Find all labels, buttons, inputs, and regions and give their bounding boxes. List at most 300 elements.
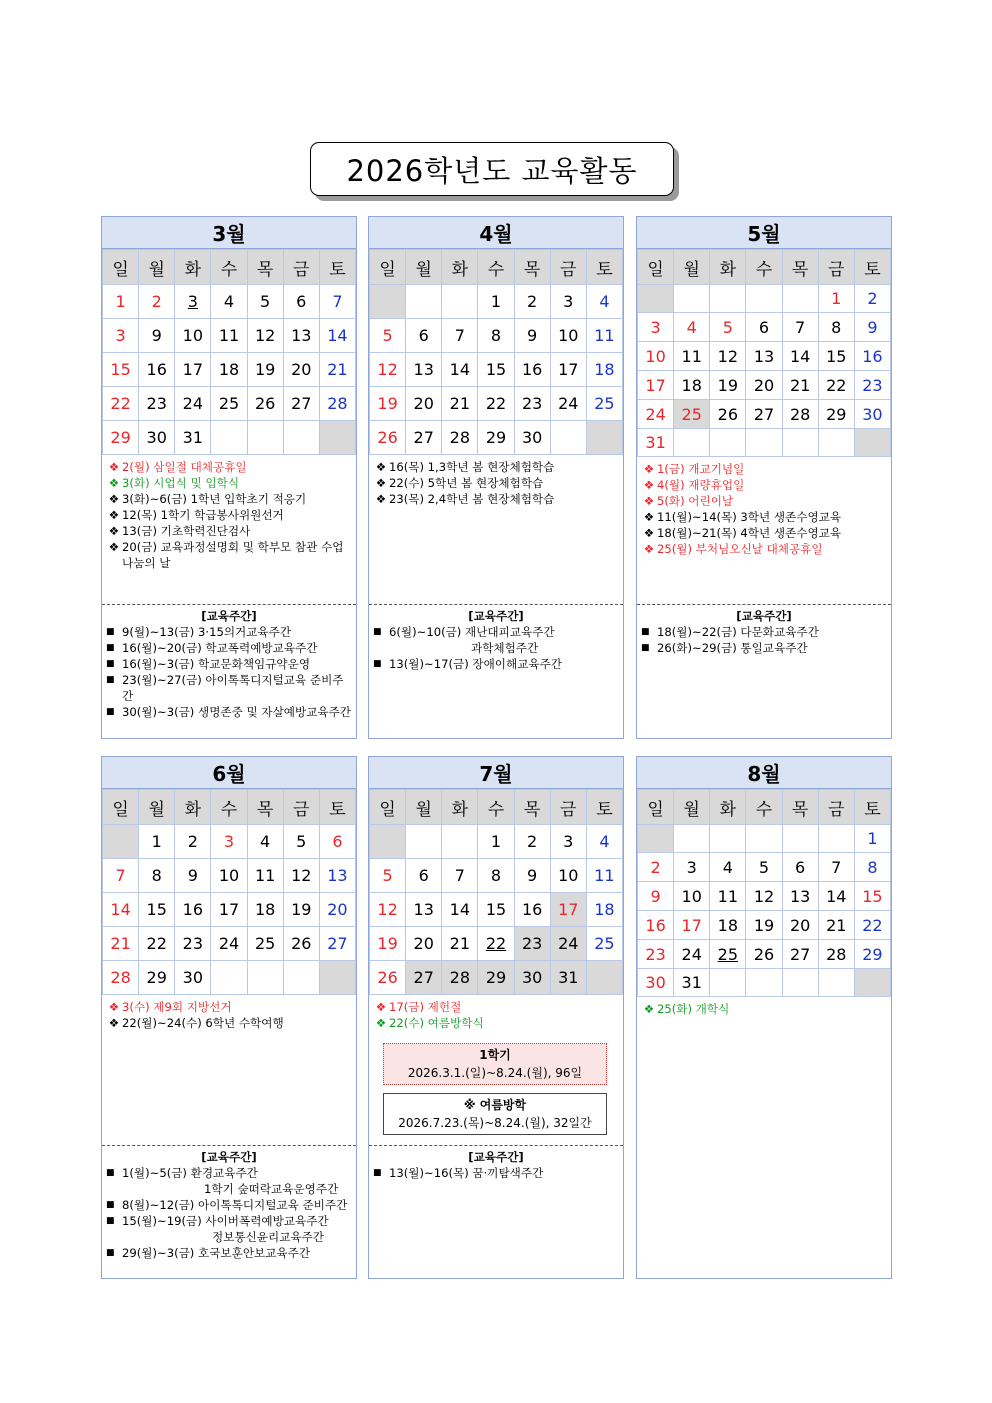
day-cell: 23	[514, 387, 550, 421]
day-cell: 11	[247, 859, 283, 893]
day-cell	[746, 429, 782, 457]
day-cell: 24	[175, 387, 211, 421]
day-cell: 5	[746, 853, 782, 882]
day-cell	[710, 825, 746, 853]
day-cell: 21	[782, 371, 818, 400]
week-bullet: ■	[106, 643, 115, 653]
day-cell: 4	[710, 853, 746, 882]
day-cell: 6	[406, 859, 442, 893]
day-cell: 31	[175, 421, 211, 455]
event-bullet: ❖	[375, 492, 387, 506]
day-cell: 8	[818, 313, 854, 342]
weekday-tue: 화	[710, 250, 746, 285]
day-cell: 29	[103, 421, 139, 455]
event-bullet: ❖	[643, 494, 655, 508]
day-cell	[319, 961, 355, 995]
day-cell: 16	[638, 911, 674, 940]
day-cell: 6	[406, 319, 442, 353]
event-item	[641, 493, 887, 509]
day-cell: 6	[319, 825, 355, 859]
day-cell: 22	[478, 927, 514, 961]
day-cell: 20	[746, 371, 782, 400]
day-cell: 21	[442, 927, 478, 961]
day-cell: 3	[550, 825, 586, 859]
week-bullet	[106, 1181, 122, 1197]
day-cell: 10	[211, 859, 247, 893]
day-cell: 13	[283, 319, 319, 353]
event-list	[369, 455, 623, 507]
week-item	[373, 656, 619, 672]
weekday-wed: 수	[478, 250, 514, 285]
day-cell: 9	[175, 859, 211, 893]
event-text: 18(월)~21(목) 4학년 생존수영교육	[657, 526, 842, 540]
event-item	[373, 475, 619, 491]
day-cell: 16	[514, 353, 550, 387]
event-bullet: ❖	[108, 508, 120, 522]
event-bullet: ❖	[643, 478, 655, 492]
day-cell: 21	[818, 911, 854, 940]
calendar-grid	[637, 249, 891, 457]
day-cell: 1	[103, 285, 139, 319]
day-cell: 10	[175, 319, 211, 353]
weekday-thu: 목	[247, 790, 283, 825]
weekday-row	[370, 790, 623, 825]
day-cell: 15	[854, 882, 890, 911]
event-bullet: ❖	[643, 526, 655, 540]
week-row	[370, 319, 623, 353]
week-row	[370, 859, 623, 893]
event-item	[106, 475, 352, 491]
day-cell: 28	[442, 961, 478, 995]
day-cell: 6	[283, 285, 319, 319]
event-bullet: ❖	[108, 492, 120, 506]
day-cell: 25	[674, 400, 710, 429]
week-bullet: ■	[106, 1248, 115, 1258]
weekday-sat: 토	[854, 790, 890, 825]
day-cell: 19	[746, 911, 782, 940]
week-bullet: ■	[373, 627, 382, 637]
week-text: 16(월)~3(금) 학교문화책임규약운영	[122, 657, 311, 671]
day-cell	[818, 825, 854, 853]
week-row	[638, 882, 891, 911]
event-text: 2(월) 삼일절 대체공휴일	[122, 460, 247, 474]
event-text: 17(금) 제헌절	[389, 1000, 462, 1014]
day-cell: 18	[586, 353, 622, 387]
day-cell: 10	[674, 882, 710, 911]
day-cell	[854, 969, 890, 997]
weekday-fri: 금	[283, 250, 319, 285]
day-cell: 14	[782, 342, 818, 371]
event-item	[641, 477, 887, 493]
week-bullet: ■	[106, 1168, 115, 1178]
week-bullet: ■	[106, 627, 115, 637]
event-list	[369, 995, 623, 1150]
week-row	[370, 825, 623, 859]
day-cell	[370, 825, 406, 859]
day-cell: 9	[514, 859, 550, 893]
day-cell	[283, 421, 319, 455]
weekday-sat: 토	[586, 790, 622, 825]
week-bullet	[373, 640, 389, 656]
week-row	[370, 927, 623, 961]
week-row	[103, 893, 356, 927]
weekday-tue: 화	[442, 790, 478, 825]
day-cell: 11	[710, 882, 746, 911]
day-cell: 22	[139, 927, 175, 961]
day-cell: 1	[854, 825, 890, 853]
week-row	[103, 961, 356, 995]
week-row	[638, 400, 891, 429]
event-bullet: ❖	[643, 510, 655, 524]
day-cell: 24	[211, 927, 247, 961]
day-cell: 14	[442, 353, 478, 387]
weekday-wed: 수	[746, 250, 782, 285]
event-bullet: ❖	[108, 1000, 120, 1014]
day-cell: 7	[319, 285, 355, 319]
event-text: 25(화) 개학식	[657, 1002, 730, 1016]
weekday-sun: 일	[638, 250, 674, 285]
calendar-grid	[637, 789, 891, 997]
day-cell	[586, 421, 622, 455]
weekday-mon: 월	[674, 250, 710, 285]
day-cell	[746, 285, 782, 313]
month-title: 6월	[102, 757, 356, 789]
day-cell: 19	[370, 387, 406, 421]
week-bullet: ■	[106, 659, 115, 669]
day-cell: 3	[550, 285, 586, 319]
week-item	[641, 640, 887, 656]
month-title: 3월	[102, 217, 356, 249]
weekday-tue: 화	[175, 250, 211, 285]
day-cell	[818, 969, 854, 997]
summer-vacation-box	[383, 1093, 607, 1135]
day-cell: 8	[139, 859, 175, 893]
month-june	[101, 756, 357, 1279]
day-cell: 29	[139, 961, 175, 995]
day-cell: 26	[370, 961, 406, 995]
day-cell	[103, 825, 139, 859]
event-text: 25(월) 부처님오신날 대체공휴일	[657, 542, 823, 556]
week-row	[370, 387, 623, 421]
day-cell	[674, 285, 710, 313]
weeks-heading: [교육주간]	[468, 609, 524, 623]
semester-1-period: 2026.3.1.(일)~8.24.(월), 96일	[407, 1066, 583, 1080]
day-cell: 17	[550, 893, 586, 927]
day-cell: 14	[319, 319, 355, 353]
day-cell: 25	[211, 387, 247, 421]
education-weeks	[102, 1145, 356, 1278]
day-cell: 27	[746, 400, 782, 429]
day-cell: 1	[478, 825, 514, 859]
semester-1-box	[383, 1043, 607, 1085]
event-bullet: ❖	[108, 1016, 120, 1030]
weekday-sun: 일	[370, 790, 406, 825]
event-item	[106, 539, 352, 571]
day-cell: 21	[442, 387, 478, 421]
week-row	[638, 969, 891, 997]
weekday-thu: 목	[782, 250, 818, 285]
week-row	[103, 353, 356, 387]
event-item	[641, 509, 887, 525]
week-row	[638, 940, 891, 969]
week-text: 6(월)~10(금) 재난대피교육주간	[389, 625, 555, 639]
week-item	[373, 1165, 619, 1181]
day-cell: 26	[247, 387, 283, 421]
event-text: 16(목) 1,3학년 봄 현장체험학습	[389, 460, 555, 474]
weeks-heading: [교육주간]	[736, 609, 792, 623]
month-title: 5월	[637, 217, 891, 249]
day-cell	[283, 961, 319, 995]
weekday-sat: 토	[854, 250, 890, 285]
day-cell: 23	[175, 927, 211, 961]
event-bullet: ❖	[375, 476, 387, 490]
page-title: 2026학년도 교육활동	[310, 142, 674, 196]
event-item	[641, 525, 887, 541]
weeks-heading: [교육주간]	[201, 609, 257, 623]
week-bullet: ■	[373, 659, 382, 669]
week-row	[638, 371, 891, 400]
day-cell: 16	[854, 342, 890, 371]
week-item	[106, 624, 352, 640]
day-cell	[818, 429, 854, 457]
weekday-fri: 금	[550, 790, 586, 825]
day-cell: 7	[782, 313, 818, 342]
event-bullet: ❖	[375, 460, 387, 474]
week-text: 과학체험주간	[471, 641, 539, 655]
day-cell: 28	[442, 421, 478, 455]
weekday-row	[370, 250, 623, 285]
day-cell: 12	[746, 882, 782, 911]
day-cell: 25	[247, 927, 283, 961]
day-cell: 30	[139, 421, 175, 455]
day-cell: 15	[818, 342, 854, 371]
day-cell: 19	[370, 927, 406, 961]
weekday-mon: 월	[674, 790, 710, 825]
event-item	[106, 459, 352, 475]
calendar-grid	[102, 249, 356, 455]
weeks-heading: [교육주간]	[468, 1150, 524, 1164]
day-cell: 26	[283, 927, 319, 961]
day-cell: 5	[247, 285, 283, 319]
day-cell: 18	[710, 911, 746, 940]
day-cell: 13	[782, 882, 818, 911]
day-cell: 14	[103, 893, 139, 927]
day-cell: 18	[211, 353, 247, 387]
week-text: 29(월)~3(금) 호국보훈안보교육주간	[122, 1246, 311, 1260]
education-weeks	[102, 604, 356, 738]
day-cell	[710, 285, 746, 313]
day-cell: 23	[514, 927, 550, 961]
week-item	[641, 624, 887, 640]
event-text: 23(목) 2,4학년 봄 현장체험학습	[389, 492, 555, 506]
event-bullet: ❖	[108, 460, 120, 474]
week-row	[638, 285, 891, 313]
day-cell: 15	[103, 353, 139, 387]
day-cell: 20	[319, 893, 355, 927]
day-cell: 3	[211, 825, 247, 859]
day-cell	[406, 825, 442, 859]
weekday-row	[103, 790, 356, 825]
day-cell: 5	[370, 859, 406, 893]
event-item	[641, 461, 887, 477]
weekday-tue: 화	[175, 790, 211, 825]
day-cell	[247, 961, 283, 995]
day-cell: 25	[586, 387, 622, 421]
day-cell: 10	[550, 859, 586, 893]
day-cell: 29	[478, 421, 514, 455]
day-cell: 7	[442, 859, 478, 893]
day-cell: 3	[175, 285, 211, 319]
day-cell	[854, 429, 890, 457]
day-cell	[674, 825, 710, 853]
week-item	[106, 704, 352, 720]
day-cell: 19	[710, 371, 746, 400]
day-cell	[211, 961, 247, 995]
event-item	[373, 999, 619, 1015]
day-cell: 27	[283, 387, 319, 421]
week-text: 30(월)~3(금) 생명존중 및 자살예방교육주간	[122, 705, 351, 719]
day-cell: 15	[139, 893, 175, 927]
day-cell	[782, 825, 818, 853]
day-cell: 12	[283, 859, 319, 893]
day-cell	[710, 969, 746, 997]
weekday-sat: 토	[586, 250, 622, 285]
month-april	[368, 216, 624, 739]
day-cell: 9	[514, 319, 550, 353]
day-cell: 27	[406, 961, 442, 995]
week-row	[638, 853, 891, 882]
day-cell	[586, 961, 622, 995]
week-row	[638, 911, 891, 940]
week-item	[106, 1213, 352, 1229]
day-cell: 29	[854, 940, 890, 969]
event-item	[641, 1001, 887, 1017]
day-cell: 20	[782, 911, 818, 940]
day-cell: 7	[103, 859, 139, 893]
day-cell	[746, 969, 782, 997]
event-item	[641, 541, 887, 557]
week-row	[103, 927, 356, 961]
week-bullet: ■	[106, 707, 115, 717]
day-cell: 14	[442, 893, 478, 927]
day-cell: 8	[478, 859, 514, 893]
weekday-fri: 금	[818, 250, 854, 285]
day-cell: 22	[478, 387, 514, 421]
day-cell: 17	[211, 893, 247, 927]
day-cell: 4	[586, 285, 622, 319]
week-text: 정보통신윤리교육주간	[212, 1230, 324, 1244]
event-item	[373, 491, 619, 507]
month-title: 4월	[369, 217, 623, 249]
day-cell	[370, 285, 406, 319]
event-item	[373, 1015, 619, 1031]
weekday-mon: 월	[406, 250, 442, 285]
day-cell: 18	[247, 893, 283, 927]
weekday-sun: 일	[103, 250, 139, 285]
week-row	[370, 893, 623, 927]
day-cell: 3	[103, 319, 139, 353]
week-text: 13(월)~16(목) 꿈·끼탐색주간	[389, 1166, 544, 1180]
day-cell: 30	[854, 400, 890, 429]
day-cell: 4	[211, 285, 247, 319]
day-cell: 2	[514, 285, 550, 319]
weekday-row	[103, 250, 356, 285]
week-row	[638, 313, 891, 342]
day-cell: 29	[818, 400, 854, 429]
day-cell: 4	[674, 313, 710, 342]
day-cell: 17	[175, 353, 211, 387]
event-text: 5(화) 어린이날	[657, 494, 734, 508]
event-bullet: ❖	[108, 476, 120, 490]
event-bullet: ❖	[108, 524, 120, 538]
week-item	[106, 1181, 352, 1197]
day-cell	[211, 421, 247, 455]
event-item	[106, 1015, 352, 1031]
day-cell: 27	[319, 927, 355, 961]
day-cell	[782, 969, 818, 997]
week-row	[370, 421, 623, 455]
day-cell: 9	[854, 313, 890, 342]
day-cell: 9	[139, 319, 175, 353]
day-cell: 20	[406, 927, 442, 961]
event-list	[637, 997, 891, 1017]
day-cell: 21	[103, 927, 139, 961]
week-text: 1학기 숲떠락교육운영주간	[204, 1182, 339, 1196]
week-text: 13(월)~17(금) 장애이해교육주간	[389, 657, 562, 671]
weekday-sat: 토	[319, 250, 355, 285]
day-cell: 14	[818, 882, 854, 911]
day-cell: 16	[139, 353, 175, 387]
week-text: 15(월)~19(금) 사이버폭력예방교육주간	[122, 1214, 329, 1228]
day-cell: 12	[370, 893, 406, 927]
day-cell: 30	[514, 421, 550, 455]
day-cell: 24	[638, 400, 674, 429]
weekday-fri: 금	[818, 790, 854, 825]
weekday-mon: 월	[406, 790, 442, 825]
event-item	[106, 999, 352, 1015]
day-cell: 12	[247, 319, 283, 353]
week-bullet: ■	[373, 1168, 382, 1178]
week-bullet: ■	[106, 675, 115, 685]
day-cell: 15	[478, 353, 514, 387]
weekday-thu: 목	[247, 250, 283, 285]
day-cell: 20	[406, 387, 442, 421]
education-weeks	[637, 604, 891, 738]
week-text: 16(월)~20(금) 학교폭력예방교육주간	[122, 641, 318, 655]
day-cell: 28	[103, 961, 139, 995]
event-bullet: ❖	[643, 542, 655, 556]
day-cell: 15	[478, 893, 514, 927]
week-item	[106, 1229, 352, 1245]
week-row	[103, 319, 356, 353]
day-cell: 31	[674, 969, 710, 997]
event-item	[106, 491, 352, 507]
week-text: 23(월)~27(금) 아이톡톡디지털교육 준비주간	[122, 673, 344, 703]
week-bullet: ■	[641, 643, 650, 653]
week-row	[103, 387, 356, 421]
summer-vacation-period: 2026.7.23.(목)~8.24.(월), 32일간	[398, 1116, 592, 1130]
event-text: 20(금) 교육과정설명회 및 학부모 참관 수업 나눔의 날	[122, 540, 344, 570]
month-title: 8월	[637, 757, 891, 789]
day-cell	[319, 421, 355, 455]
day-cell: 4	[247, 825, 283, 859]
weekday-sun: 일	[370, 250, 406, 285]
day-cell: 2	[514, 825, 550, 859]
day-cell: 21	[319, 353, 355, 387]
weekday-sun: 일	[638, 790, 674, 825]
event-bullet: ❖	[375, 1016, 387, 1030]
weekday-sat: 토	[319, 790, 355, 825]
